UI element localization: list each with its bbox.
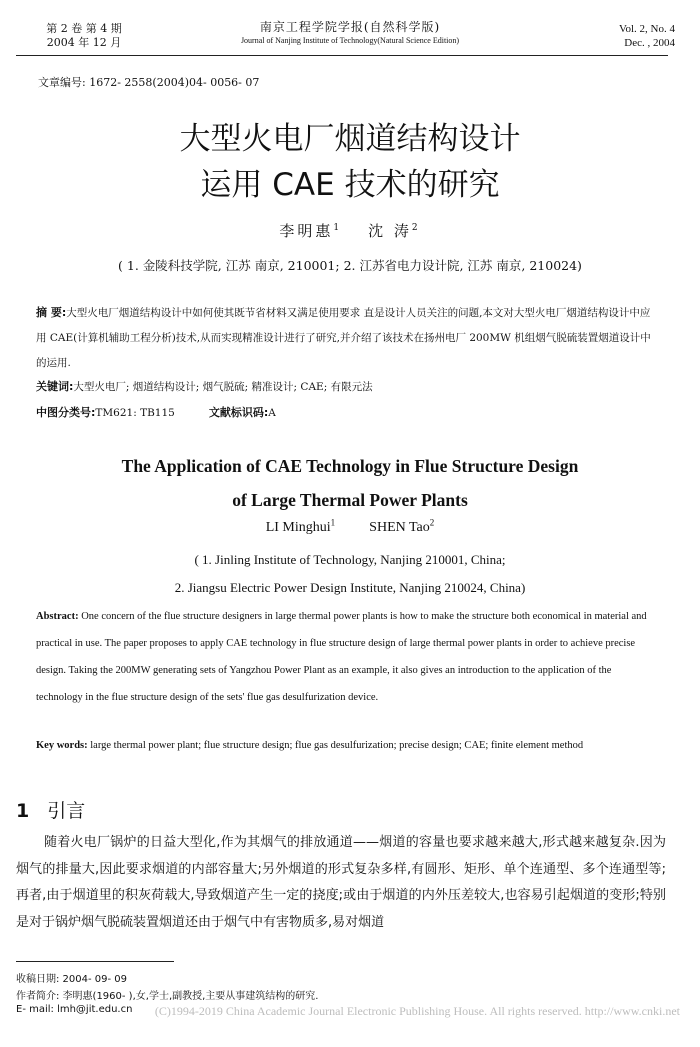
title-cn-line1: 大型火电厂烟道结构设计 — [179, 121, 521, 157]
author-2-en-sup: 2 — [429, 517, 435, 528]
article-number: 文章编号: 1672- 2558(2004)04- 0056- 07 — [38, 76, 260, 89]
authors-en — [0, 517, 700, 536]
footnote-email: E- mail: lmh@jit.edu.cn — [16, 1004, 133, 1015]
classification — [36, 404, 652, 420]
volume-line-en: Vol. 2, No. 4 — [618, 23, 675, 35]
abstract-cn-label: 摘 要: — [36, 306, 67, 319]
author-2-en: SHEN Tao — [369, 520, 430, 535]
footnote-author-bio: 作者简介: 李明惠(1960- ),女,学士,副教授,主要从事建筑结构的研究. — [16, 991, 319, 1002]
body-paragraph: 随着火电厂锅炉的日益大型化,作为其烟气的排放通道——烟道的容量也要求越来越大,形式越来越复杂.因为烟气的排量大,因此要求烟道的内部容量大;另外烟道的形式复杂多样,有圆形、矩形、单个连通型、多个连通型等;再者,由于烟道里的积灰荷载大,导致烟道产生一定的挠度;或由于烟道的内外压差较大,也容易引起烟道的变形;特别是对于锅炉烟气脱硫装置烟道还由于烟气中有害物质多,易对烟道 — [16, 835, 666, 930]
affiliation-cn: ( 1. 金陵科技学院, 江苏 南京, 210001; 2. 江苏省电力设计院, 江苏 南京, 210024) — [118, 258, 582, 273]
keywords-en-text: large thermal power plant; flue structure design; flue gas desulfurization; precise design; CAE; finite element method — [90, 740, 584, 751]
author-1-sup: 1 — [333, 223, 343, 233]
journal-name-cn: 南京工程学院学报(自然科学版) — [259, 20, 441, 34]
author-1-cn: 李明惠 — [279, 222, 334, 240]
author-1-en: LI Minghui — [265, 520, 331, 535]
abstract-cn — [36, 300, 652, 376]
journal-name-en: Journal of Nanjing Institute of Technology(Natural Science Edition) — [240, 36, 460, 45]
keywords-en — [36, 732, 654, 759]
keywords-cn-text: 大型火电厂; 烟道结构设计; 烟气脱硫; 精准设计; CAE; 有限元法 — [73, 381, 373, 393]
volume-issue-en — [560, 22, 675, 50]
header-rule — [16, 55, 668, 56]
date-line-en: Dec. , 2004 — [624, 37, 675, 49]
doc-code-value: A — [268, 407, 276, 419]
affiliation-en-line1: ( 1. Jinling Institute of Technology, Nanjing 210001, China; — [194, 552, 506, 567]
copyright-watermark: (C)1994-2019 China Academic Journal Electronic Publishing House. All rights reserved. http://www.cnki.net — [154, 1004, 680, 1018]
journal-name — [180, 20, 520, 48]
volume-issue — [24, 22, 144, 50]
abstract-cn-text: 大型火电厂烟道结构设计中如何使其既节省材料又满足使用要求 直是设计人员关注的问题,本文对大型火电厂烟道结构设计中应用 CAE(计算机辅助工程分析)技术,从而实现精准设计进行了研究,并介绍了该技术在扬州电厂 200MW 机组烟气脱硫装置烟道设计中的运用. — [36, 307, 651, 369]
keywords-cn-label: 关键词: — [36, 380, 74, 393]
authors-cn — [0, 220, 700, 241]
footnote-rule — [16, 961, 174, 962]
keywords-cn — [36, 378, 652, 394]
clc-value: TM621: TB115 — [95, 407, 175, 419]
author-2-sup: 2 — [411, 223, 421, 233]
abstract-en-label: Abstract: — [36, 611, 79, 622]
abstract-en — [36, 603, 654, 711]
clc-label: 中图分类号: — [36, 406, 96, 419]
title-en-line2: of Large Thermal Power Plants — [232, 490, 468, 510]
author-2-cn: 沈 涛 — [368, 222, 412, 240]
volume-line: 第 2 卷 第 4 期 — [46, 22, 122, 35]
section-number: 1 — [16, 800, 30, 822]
author-1-en-sup: 1 — [330, 517, 336, 528]
doc-code-label: 文献标识码: — [208, 406, 269, 419]
section-heading — [16, 796, 85, 823]
title-en-line1: The Application of CAE Technology in Flue Structure Design — [121, 456, 579, 476]
abstract-en-text: One concern of the flue structure designers in large thermal power plants is how to make the structure both economical in material and practical in use. The paper proposes to apply CAE technology in flue structure design of large thermal power plants in order to achieve precise design. Taking the 200MW generating sets of Yangzhou Power Plant as an example, it also gives an introduction to the application of the technology in the flue structure design of the sets' flue gas desulfurization device. — [36, 611, 647, 703]
keywords-en-label: Key words: — [36, 740, 88, 751]
affiliation-en-line2: 2. Jiangsu Electric Power Design Institute, Nanjing 210024, China) — [174, 580, 526, 595]
footnote-received: 收稿日期: 2004- 09- 09 — [16, 974, 128, 985]
title-cn-line2: 运用 CAE 技术的研究 — [200, 167, 500, 203]
date-line: 2004 年 12 月 — [46, 36, 122, 49]
section-title: 引言 — [47, 800, 86, 822]
